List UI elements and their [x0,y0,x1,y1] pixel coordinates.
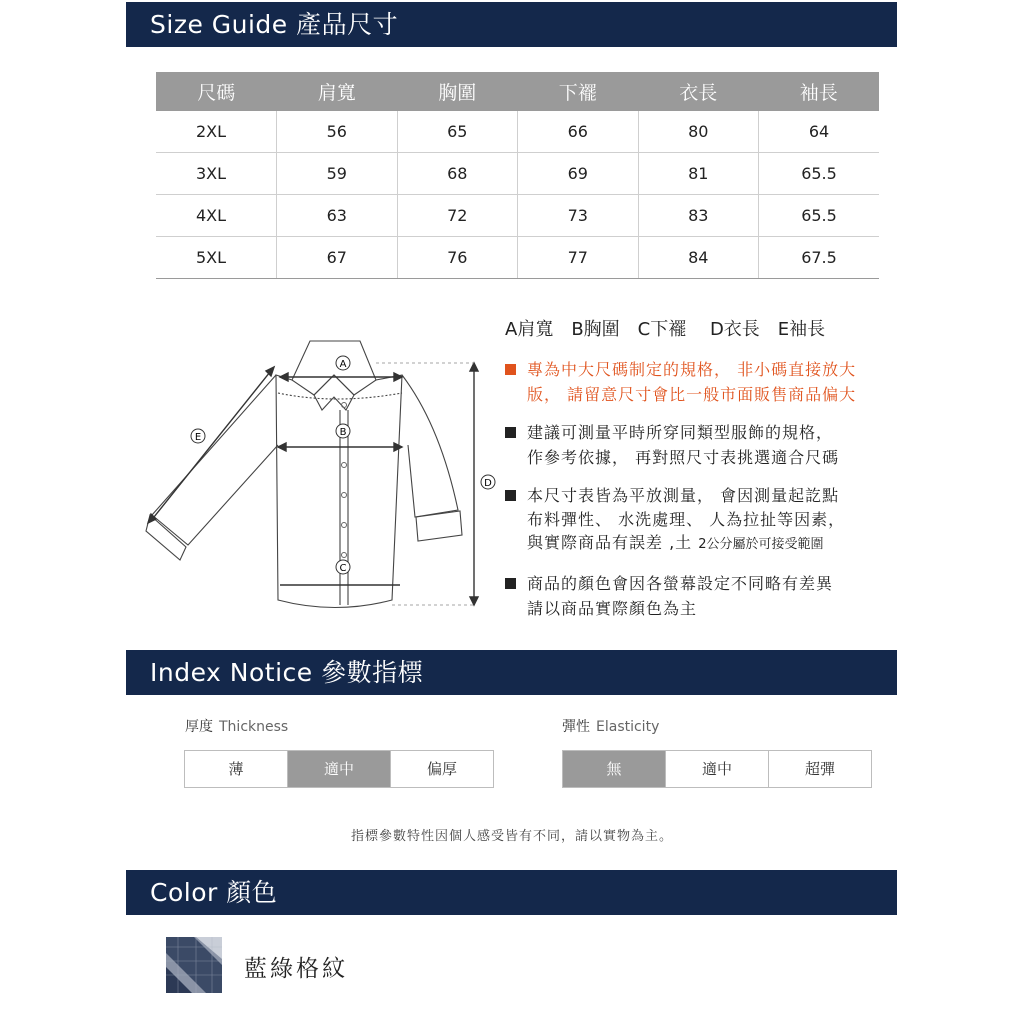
measurement-legend: A肩寬 B胸圍 C下襬 D衣長 E袖長 [505,319,826,340]
table-cell: 69 [518,153,639,195]
label-c: C [339,563,347,574]
header-hem: 下襬 [518,72,639,111]
elasticity-scale [562,750,872,788]
index-notice-banner [126,650,897,695]
table-row [156,237,879,279]
note-text: 建議可測量平時所穿同類型服飾的規格， [527,423,834,442]
bullet-icon [505,364,516,375]
note-text: 版， 請留意尺寸會比一般市面販售商品偏大 [527,385,857,404]
table-cell: 66 [518,111,639,153]
label-b: B [339,427,347,438]
table-cell: 4XL [156,195,277,237]
header-length: 衣長 [638,72,759,111]
table-row [156,195,879,237]
elasticity-label [562,716,659,736]
plaid-swatch [166,937,222,993]
note-text: 專為中大尺碼制定的規格， 非小碼直接放大 [527,360,857,379]
header-sleeve: 袖長 [759,72,880,111]
table-cell: 72 [397,195,518,237]
table-cell: 65.5 [759,195,880,237]
elasticity-option-medium: 適中 [666,751,769,787]
size-table [156,72,879,279]
thickness-label-en: Thickness [219,719,289,735]
table-row [156,153,879,195]
table-cell: 77 [518,237,639,279]
index-note: 指標參數特性因個人感受皆有不同，請以實物為主。 [350,829,673,844]
header-size: 尺碼 [156,72,277,111]
header-shoulder: 肩寬 [277,72,398,111]
bullet-icon [505,578,516,589]
table-cell: 2XL [156,111,277,153]
table-cell: 56 [277,111,398,153]
thickness-label-zh: 厚度 [185,719,213,735]
thickness-option-thick: 偏厚 [426,760,457,778]
table-cell: 5XL [156,237,277,279]
shirt-diagram [140,335,500,615]
header-chest: 胸圍 [397,72,518,111]
color-name: 藍綠格紋 [244,956,348,982]
thickness-label [185,716,288,736]
elasticity-label-en: Elasticity [596,719,660,735]
table-cell: 64 [759,111,880,153]
bullet-icon [505,427,516,438]
label-d: D [484,478,492,489]
thickness-option-thin: 薄 [185,751,288,787]
note-text: 請以商品實際顏色為主 [527,599,698,618]
table-cell: 68 [397,153,518,195]
color-banner [126,870,897,915]
bullet-icon [505,490,516,501]
size-guide-banner [126,2,897,47]
table-row [156,111,879,153]
table-cell: 65 [397,111,518,153]
note-text: 作參考依據， 再對照尺寸表挑選適合尺碼 [527,448,840,467]
note-text-part: 與實際商品有誤差 ,土 [527,533,693,552]
table-cell: 65.5 [759,153,880,195]
elasticity-label-zh: 彈性 [562,719,590,735]
table-cell: 59 [277,153,398,195]
table-cell: 67.5 [759,237,880,279]
thickness-scale [184,750,494,788]
elasticity-option-super: 超彈 [804,760,835,778]
label-a: A [339,359,347,370]
note-text-part: 2公分屬於可接受範圍 [698,537,824,552]
table-cell: 81 [638,153,759,195]
table-cell: 73 [518,195,639,237]
table-cell: 3XL [156,153,277,195]
table-cell: 84 [638,237,759,279]
thickness-option-medium: 適中 [288,751,391,787]
table-cell: 67 [277,237,398,279]
note-text: 布料彈性、 水洗處理、 人為拉扯等因素， [527,510,846,529]
note-text: 商品的顏色會因各螢幕設定不同略有差異 [527,574,834,593]
table-cell: 83 [638,195,759,237]
table-cell: 63 [277,195,398,237]
label-e: E [194,432,202,443]
note-text [527,529,824,558]
size-guide-title: Size Guide 產品尺寸 [150,10,399,39]
size-table-header [156,72,879,111]
elasticity-option-none: 無 [563,751,666,787]
note-text: 本尺寸表皆為平放測量， 會因測量起訖點 [527,486,840,505]
table-cell: 80 [638,111,759,153]
table-cell: 76 [397,237,518,279]
color-title: Color 顏色 [150,878,278,907]
index-notice-title: Index Notice 參數指標 [150,658,424,687]
